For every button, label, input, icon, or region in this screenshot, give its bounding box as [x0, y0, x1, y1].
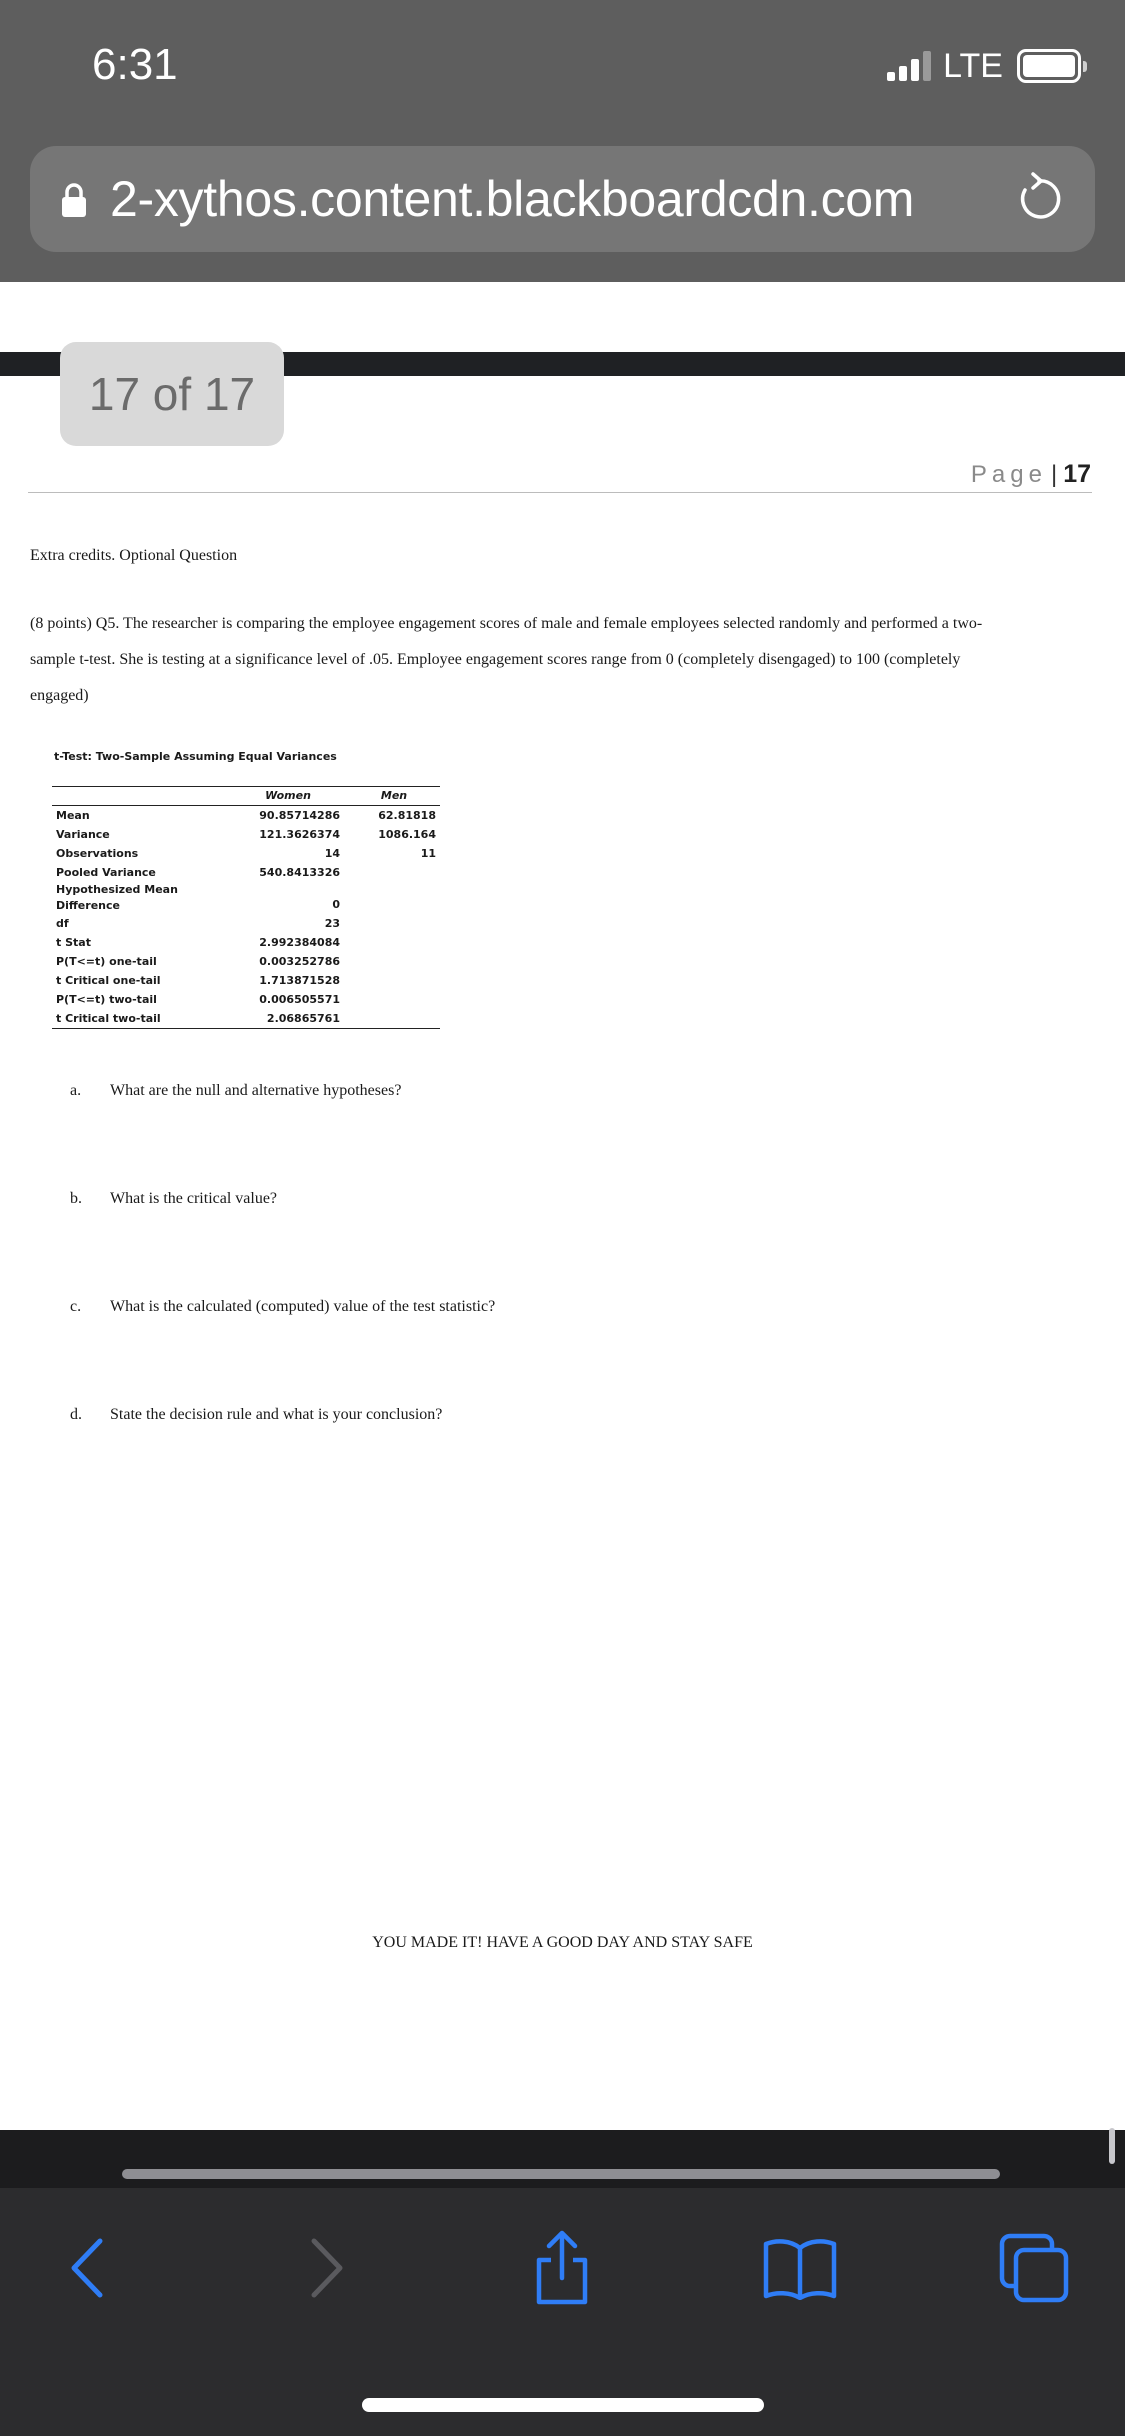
question-line: (8 points) Q5. The researcher is comparing the employee engagement scores of male and female employees selected randomly and performed a two-	[30, 615, 983, 632]
header-rule	[28, 492, 1092, 493]
women-value: 1.713871528	[259, 974, 340, 987]
women-value: 0	[332, 898, 340, 911]
men-value: 11	[420, 847, 436, 860]
row-label: Variance	[56, 828, 110, 841]
horizontal-scrollbar[interactable]	[122, 2169, 1000, 2179]
home-indicator[interactable]	[362, 2398, 764, 2412]
row-label: t Stat	[56, 936, 91, 949]
share-button[interactable]	[522, 2228, 602, 2308]
table-row	[52, 971, 440, 990]
signal-icon	[887, 51, 931, 81]
page-counter: 17 of 17	[60, 342, 284, 446]
page-header-number: 17	[1063, 460, 1091, 488]
tabs-button[interactable]	[994, 2228, 1074, 2308]
men-value: 62.81818	[378, 809, 436, 822]
row-label: Mean	[56, 809, 90, 822]
page-header	[971, 460, 1091, 489]
sub-question-letter: a.	[70, 1082, 82, 1099]
women-value: 23	[324, 917, 340, 930]
men-value	[348, 863, 440, 882]
network-type: LTE	[943, 46, 1003, 85]
row-label: P(T<=t) one-tail	[56, 955, 157, 968]
question-line: sample t-test. She is testing at a significance level of .05. Employee engagement scores range from 0 (completely disengaged) to 100 (completely	[30, 651, 961, 668]
sub-question-a	[70, 1082, 401, 1100]
sub-question-text: What are the null and alternative hypotheses?	[110, 1082, 402, 1099]
table-header-cell: Men	[348, 787, 440, 806]
sub-question-b	[70, 1190, 277, 1208]
row-label: Pooled Variance	[56, 866, 156, 879]
men-value: 1086.164	[378, 828, 436, 841]
row-label: Observations	[56, 847, 139, 860]
bookmarks-icon	[762, 2236, 838, 2300]
row-label: df	[56, 917, 69, 930]
table-row	[52, 882, 440, 914]
table-row	[52, 844, 440, 863]
sub-question-text: What is the calculated (computed) value of the test statistic?	[110, 1298, 496, 1315]
table-row	[52, 863, 440, 882]
forward-icon	[296, 2233, 356, 2303]
table-row	[52, 806, 440, 826]
ttest-table	[52, 786, 440, 1029]
browser-chrome	[0, 0, 1125, 282]
women-value: 2.992384084	[259, 936, 340, 949]
tabs-icon	[996, 2230, 1072, 2306]
row-label: t Critical one-tail	[56, 974, 161, 987]
women-value: 14	[324, 847, 340, 860]
row-label: t Critical two-tail	[52, 1009, 228, 1029]
question-text	[30, 606, 1090, 714]
back-button[interactable]	[48, 2228, 128, 2308]
sub-question-d	[70, 1406, 442, 1424]
page-scroll-strip	[0, 2130, 1125, 2188]
extra-credit-heading: Extra credits. Optional Question	[30, 547, 238, 564]
men-value	[348, 933, 440, 952]
page-header-separator: |	[1050, 461, 1058, 488]
reload-icon[interactable]	[1009, 170, 1067, 228]
men-value	[348, 1009, 440, 1029]
sub-question-text: What is the critical value?	[110, 1190, 278, 1207]
back-icon	[58, 2233, 118, 2303]
status-indicators	[887, 46, 1081, 86]
status-time: 6:31	[92, 40, 178, 89]
forward-button[interactable]	[286, 2228, 366, 2308]
vertical-scrollbar[interactable]	[1109, 2128, 1115, 2164]
sub-question-letter: b.	[70, 1190, 82, 1207]
men-value	[348, 990, 440, 1009]
sub-question-text: State the decision rule and what is your conclusion?	[110, 1406, 443, 1423]
table-row	[52, 914, 440, 933]
url-text[interactable]: 2-xythos.content.blackboardcdn.com	[110, 171, 915, 227]
lock-icon	[60, 182, 88, 218]
women-value: 540.8413326	[259, 866, 340, 879]
sub-question-letter: c.	[70, 1298, 82, 1315]
bookmarks-button[interactable]	[760, 2228, 840, 2308]
battery-icon	[1017, 49, 1081, 83]
table-header-cell: Women	[228, 787, 348, 806]
men-value	[348, 882, 440, 914]
table-row	[52, 990, 440, 1009]
women-value: 2.06865761	[228, 1009, 348, 1029]
question-line: engaged)	[30, 687, 89, 704]
page-header-label: Page	[970, 461, 1047, 488]
row-label: Hypothesized Mean Difference	[56, 883, 178, 912]
table-header-cell	[52, 787, 228, 806]
sub-question-c	[70, 1298, 495, 1316]
sub-question-letter: d.	[70, 1406, 82, 1423]
women-value: 0.003252786	[259, 955, 340, 968]
table-row	[52, 933, 440, 952]
table-header-row	[52, 787, 440, 806]
women-value: 90.85714286	[259, 809, 340, 822]
women-value: 121.3626374	[259, 828, 340, 841]
women-value: 0.006505571	[259, 993, 340, 1006]
table-row	[52, 1009, 440, 1029]
closing-message: YOU MADE IT! HAVE A GOOD DAY AND STAY SAFE	[372, 1934, 753, 1951]
men-value	[348, 914, 440, 933]
men-value	[348, 952, 440, 971]
table-row	[52, 952, 440, 971]
share-icon	[527, 2228, 597, 2308]
ttest-title: t-Test: Two-Sample Assuming Equal Variances	[54, 750, 337, 763]
row-label: P(T<=t) two-tail	[56, 993, 157, 1006]
address-bar[interactable]	[30, 146, 1095, 252]
men-value	[348, 971, 440, 990]
table-row	[52, 825, 440, 844]
